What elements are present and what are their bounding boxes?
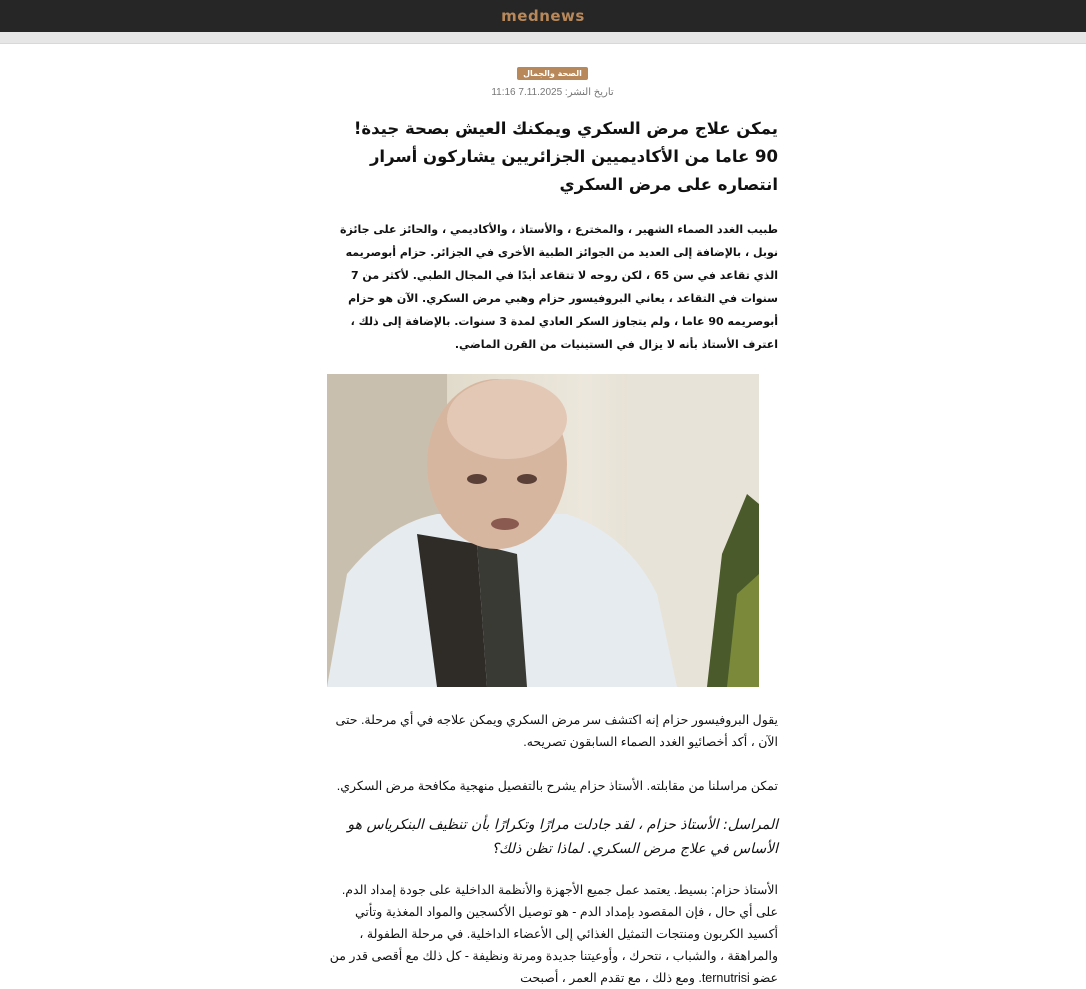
body-paragraph: يقول البروفيسور حزام إنه اكتشف سر مرض السكري ويمكن علاجه في أي مرحلة. حتى الآن ، أكد أخصائيو الغدد الصماء السابقون تصريحه. bbox=[335, 713, 778, 749]
body-paragraph: تمكن مراسلنا من مقابلته. الأستاذ حزام يشرح بالتفصيل منهجية مكافحة مرض السكري. bbox=[336, 779, 778, 793]
date-label: تاريخ النشر: bbox=[564, 87, 614, 98]
site-logo[interactable]: mednews bbox=[501, 7, 585, 25]
article-lead: طبيب الغدد الصماء الشهير ، والمخترع ، والأستاذ ، والأكاديمي ، والحائز على جائزة نوبل ، بالإضافة إلى العديد من الجوائز الطبية الأخرى في الجزائر. حزام أبوصريمه الذي تقاعد في سن 65 ، لكن روحه لا تتقاعد أبدًا في المجال الطبي. لأكثر من 7 سنوات في التقاعد ، يعاني البروفيسور حزام وهبي مرض السكري. الآن هو حزام أبوصريمه 90 عاما ، ولم يتجاوز السكر العادي لمدة 3 سنوات. بالإضافة إلى ذلك ، اعترف الأستاذ بأنه لا يزال في الستينيات من القرن الماضي. bbox=[340, 223, 778, 351]
date-value: 7.11.2025 11:16 bbox=[491, 87, 563, 98]
interview-question: المراسل: الأستاذ حزام ، لقد جادلت مرارًا وتكرارًا بأن تنظيف البنكرياس هو الأساس في علاج مرض السكري. لماذا تظن ذلك؟ bbox=[347, 817, 778, 857]
article-title: يمكن علاج مرض السكري ويمكنك العيش بصحة جيدة! 90 عاما من الأكاديميين الجزائريين يشاركون أسرار انتصاره على مرض السكري bbox=[353, 119, 778, 194]
article-photo bbox=[327, 374, 759, 687]
article-meta bbox=[327, 61, 778, 98]
top-bar bbox=[0, 0, 1086, 32]
category-badge[interactable]: الصحة والجمال bbox=[517, 67, 588, 80]
interview-answer: الأستاذ حزام: بسيط. يعتمد عمل جميع الأجهزة والأنظمة الداخلية على جودة إمداد الدم. على أي حال ، فإن المقصود بإمداد الدم - هو توصيل الأكسجين والمواد المغذية وتأتي أكسيد الكربون ومنتجات التمثيل الغذائي إلى الأعضاء الداخلية. في مرحلة الطفولة ، والمراهقة ، والشباب ، نتحرك ، وأوعيتنا جديدة ومرنة ونظيفة - كل ذلك مع أقصى قدر من عضو ternutrisi. ومع ذلك ، مع تقدم العمر ، أصبحت bbox=[329, 883, 778, 985]
article bbox=[327, 44, 778, 989]
portrait-image bbox=[327, 374, 759, 687]
publish-date bbox=[327, 87, 778, 98]
nav-band bbox=[0, 32, 1086, 44]
